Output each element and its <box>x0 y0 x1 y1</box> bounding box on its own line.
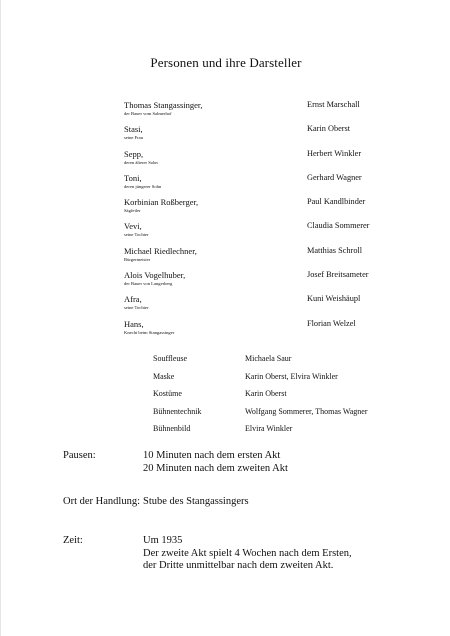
role-description: Sägfeiler <box>124 208 141 214</box>
role-description: Bürgermeister <box>124 256 151 262</box>
role-name: Toni, <box>124 172 142 183</box>
page-title: Personen und ihre Darsteller <box>150 55 302 70</box>
role-description: der Bauer von Langerberg <box>124 281 173 287</box>
crew-function: Maske <box>153 371 175 381</box>
actor-name: Ernst Marschall <box>307 100 360 109</box>
crew-person: Elvira Winkler <box>245 424 293 433</box>
zeit-text <box>143 535 352 573</box>
role-name: Afra, <box>124 294 142 305</box>
role-name: Stasi, <box>124 124 143 135</box>
crew-row <box>153 354 413 372</box>
crew-person: Wolfgang Sommerer, Thomas Wagner <box>245 406 368 416</box>
cast-row <box>124 221 414 245</box>
crew-row <box>153 389 413 407</box>
actor-name: Josef Breitsameter <box>307 270 369 280</box>
pausen-text <box>143 450 288 475</box>
zeit-line: Der zweite Akt spielt 4 Wochen nach dem Ersten, <box>143 547 352 559</box>
cast-row <box>124 100 414 124</box>
crew-list <box>153 354 413 442</box>
cast-row <box>124 173 414 197</box>
role-name: Alois Vogelhuber, <box>124 270 186 281</box>
role-description: deren älterer Sohn <box>124 159 158 165</box>
cast-row <box>124 270 414 294</box>
crew-function: Kostüme <box>153 389 182 398</box>
actor-name: Herbert Winkler <box>307 148 362 158</box>
role-description: seine Tochter <box>124 232 149 238</box>
role-name: Sepp, <box>124 148 144 159</box>
role-name: Korbinian Roßberger, <box>124 197 199 208</box>
zeit-line: der Dritte unmittelbar nach dem zweiten Akt. <box>143 560 334 571</box>
crew-person: Karin Oberst <box>245 389 287 398</box>
crew-row <box>153 424 413 442</box>
cast-row <box>124 149 414 173</box>
actor-name: Matthias Schroll <box>307 245 363 255</box>
ort-label: Ort der Handlung: <box>63 496 140 507</box>
crew-person: Michaela Saur <box>245 354 292 363</box>
role-name: Michael Riedlechner, <box>124 245 197 256</box>
pausen-label: Pausen: <box>63 450 96 461</box>
ort-line: Stube des Stangassingers <box>143 496 249 507</box>
zeit-label: Zeit: <box>63 535 83 546</box>
ort-text <box>143 496 249 509</box>
role-description: deren jüngerer Sohn <box>124 183 162 189</box>
cast-row <box>124 124 414 148</box>
role-description: seine Frau <box>124 135 144 141</box>
pausen-line: 20 Minuten nach dem zweiten Akt <box>143 462 288 474</box>
role-name: Thomas Stangassinger, <box>124 100 203 110</box>
role-description: der Bauer vom Salmerhof <box>124 111 172 116</box>
crew-person: Karin Oberst, Elvira Winkler <box>245 371 338 381</box>
crew-function: Bühnentechnik <box>153 406 202 416</box>
role-description: Knecht beim Stangassinger <box>124 329 175 335</box>
cast-row <box>124 319 414 343</box>
cast-list <box>124 100 414 343</box>
role-description: seine Tochter <box>124 305 149 311</box>
actor-name: Gerhard Wagner <box>307 172 362 182</box>
actor-name: Florian Welzel <box>307 318 356 328</box>
cast-row <box>124 246 414 270</box>
actor-name: Kuni Weishäupl <box>307 294 361 304</box>
crew-function: Bühnenbild <box>153 424 191 433</box>
cast-row <box>124 294 414 318</box>
actor-name: Paul Kandlbinder <box>307 197 366 207</box>
crew-function: Souffleuse <box>153 354 188 363</box>
crew-row <box>153 372 413 390</box>
actor-name: Claudia Sommerer <box>307 221 370 231</box>
cast-row <box>124 197 414 221</box>
role-name: Hans, <box>124 318 144 329</box>
zeit-line: Um 1935 <box>143 535 183 546</box>
pausen-line: 10 Minuten nach dem ersten Akt <box>143 450 281 461</box>
crew-row <box>153 407 413 425</box>
actor-name: Karin Oberst <box>307 124 351 134</box>
role-name: Vevi, <box>124 221 142 232</box>
